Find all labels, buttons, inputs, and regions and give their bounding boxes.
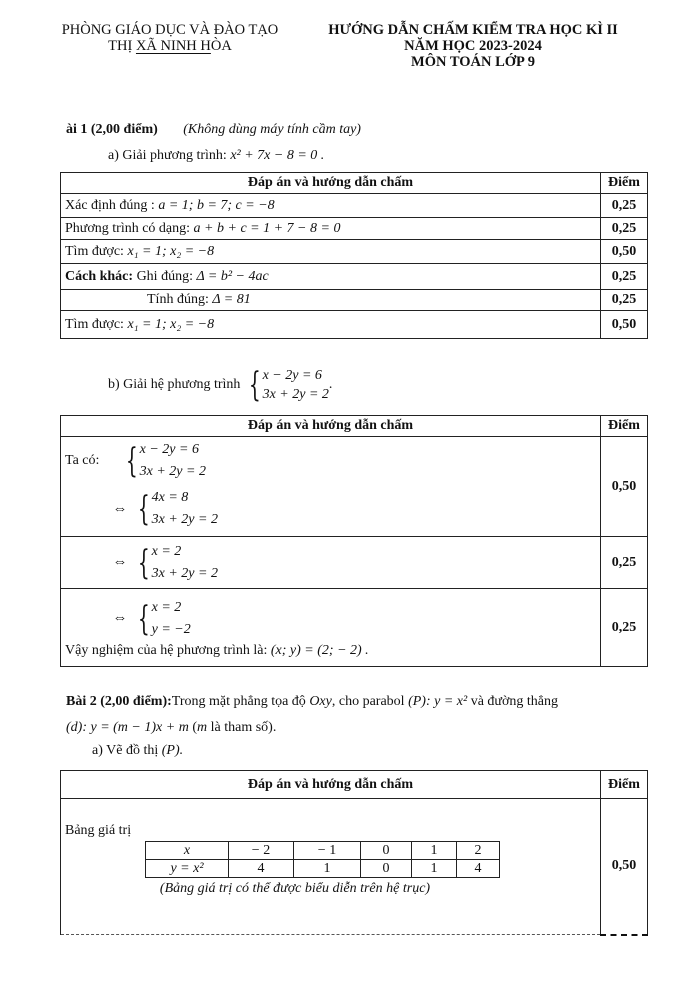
table-row: Ta có: { x − 2y = 6 3x + 2y = 2 ⇔ { 4x = 8 3x + 2y = 2 0,50	[61, 437, 648, 537]
department-name: PHÒNG GIÁO DỤC VÀ ĐÀO TẠO	[61, 22, 279, 38]
doc-title: HƯỚNG DẪN CHẤM KIỂM TRA HỌC KÌ II	[328, 22, 618, 38]
bai1a-prompt: a) Giải phương trình: x² + 7x − 8 = 0 .	[108, 148, 325, 163]
bai1b-prompt: b) Giải hệ phương trình { x − 2y = 6 3x + 2y = 2 .	[108, 365, 333, 405]
table-row: Phương trình có dạng: a + b + c = 1 + 7 − 8 = 0 0,25	[61, 218, 648, 240]
bai1b-grading-table	[60, 415, 648, 667]
equivalence-icon: ⇔	[112, 610, 128, 626]
col-answer-header: Đáp án và hướng dẫn chấm	[61, 173, 601, 194]
col-points-header: Điểm	[601, 416, 648, 437]
value-table-caption: (Bảng giá trị có thể được biểu diễn trên hệ trục)	[159, 881, 431, 896]
bai2-statement: Bài 2 (2,00 điểm):Trong mặt phẳng tọa độ Oxy, cho parabol (P): y = x² và đường thẳng (d): y = (m − 1)x + m (m là tham số).	[66, 694, 558, 735]
table-row: Tính đúng: Δ = 81 0,25	[61, 290, 648, 311]
table-row: ⇔ { x = 2 3x + 2y = 2 0,25	[61, 537, 648, 589]
col-points-header: Điểm	[601, 173, 648, 194]
value-table: x − 2 − 1 0 1 2 y = x² 4 1 0 1 4	[145, 841, 500, 878]
bai2a-grading-table	[60, 770, 648, 936]
table-row: Bảng giá trị x − 2 − 1 0 1 2 y = x² 4 1 0 1 4 (Bảng giá trị có thể được biểu diễn trên hệ trục) 0,50	[61, 799, 648, 935]
bai2a-prompt: a) Vẽ đồ thị (P).	[92, 743, 184, 758]
subject: MÔN TOÁN LỚP 9	[411, 54, 535, 70]
header-left	[40, 22, 300, 54]
table-row: Cách khác: Ghi đúng: Δ = b² − 4ac 0,25	[61, 264, 648, 290]
table-row: Xác định đúng : a = 1; b = 7; c = −8 0,25	[61, 194, 648, 218]
conclusion: Vậy nghiệm của hệ phương trình là: (x; y) = (2; − 2) .	[65, 642, 369, 658]
school-year: NĂM HỌC 2023-2024	[404, 38, 542, 54]
value-table-label: Bảng giá trị	[65, 823, 132, 838]
table-row: Tìm được: x₁ = 1; x₂ = −8 0,50	[61, 240, 648, 264]
district-name: THỊ XÃ NINH HÒA	[108, 38, 232, 54]
table-row: ⇔ { x = 2 y = −2 Vậy nghiệm của hệ phương trình là: (x; y) = (2; − 2) . 0,25	[61, 589, 648, 667]
col-answer-header: Đáp án và hướng dẫn chấm	[61, 416, 601, 437]
col-points-header: Điểm	[601, 771, 648, 799]
bai1a-grading-table	[60, 172, 648, 339]
col-answer-header: Đáp án và hướng dẫn chấm	[61, 771, 601, 799]
equivalence-icon: ⇔	[112, 500, 128, 517]
equivalence-icon: ⇔	[112, 554, 128, 570]
header-right	[308, 22, 638, 70]
equation-system: { x − 2y = 6 3x + 2y = 2	[248, 365, 329, 405]
table-row: Tìm được: x₁ = 1; x₂ = −8 0,50	[61, 311, 648, 339]
bai1-heading: ài 1 (2,00 điểm) (Không dùng máy tính cầm tay)	[66, 122, 361, 137]
